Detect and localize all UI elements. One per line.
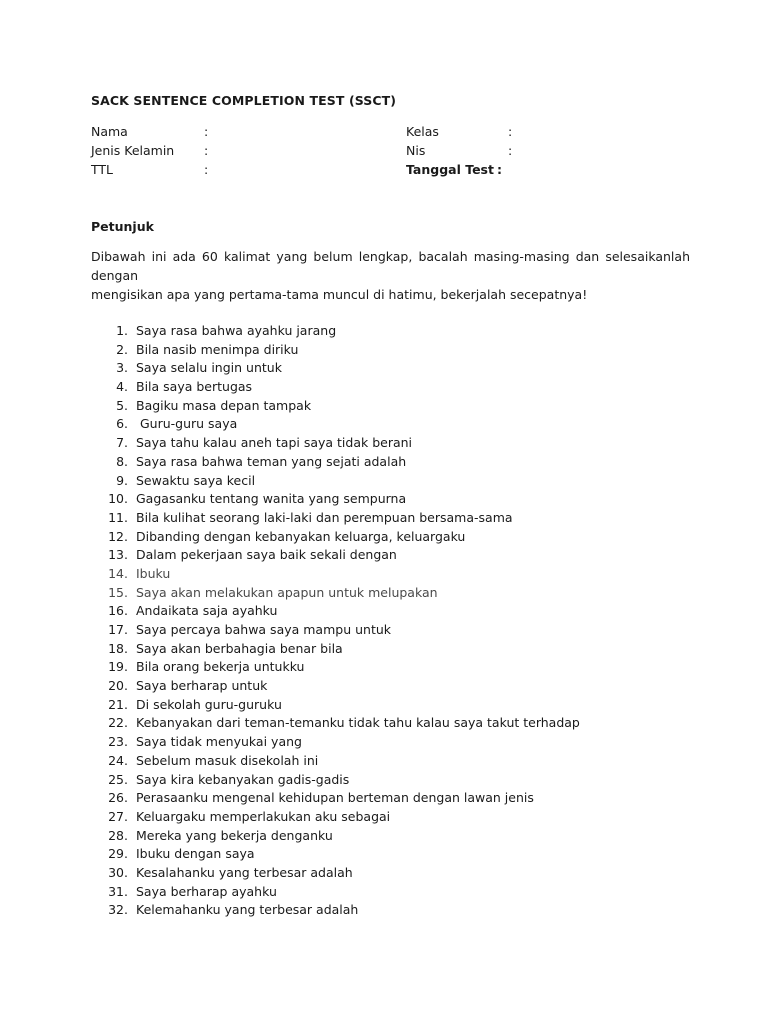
field-colon: : [508, 124, 513, 139]
item-number: 28. [108, 827, 128, 843]
item-number: 3. [116, 360, 128, 376]
field-label-tanggal-test: Tanggal Test [406, 162, 494, 177]
item-text: Saya berharap ayahku [136, 883, 277, 899]
item-number: 22. [108, 715, 128, 731]
item-number: 27. [108, 808, 128, 824]
item-number: 5. [116, 397, 128, 413]
item-text: Kebanyakan dari teman-temanku tidak tahu kalau saya takut terhadap [136, 715, 580, 731]
item-text: Mereka yang bekerja denganku [136, 827, 333, 843]
item-text: Dibanding dengan kebanyakan keluarga, keluargaku [136, 528, 466, 544]
item-text: Saya rasa bahwa teman yang sejati adalah [136, 453, 407, 469]
item-number: 6. [116, 416, 128, 432]
item-text: Guru-guru saya [136, 416, 238, 432]
item-text: Bila saya bertugas [136, 379, 253, 395]
item-number: 11. [108, 509, 128, 525]
field-label-kelas: Kelas [406, 124, 439, 139]
field-colon: : [508, 143, 513, 158]
item-number: 19. [108, 659, 128, 675]
item-number: 2. [116, 341, 128, 357]
item-text: Saya tidak menyukai yang [136, 734, 302, 750]
item-text: Saya rasa bahwa ayahku jarang [136, 323, 337, 338]
field-label-nis: Nis [406, 143, 426, 158]
item-number: 16. [108, 603, 128, 619]
item-number: 7. [116, 435, 128, 451]
item-text: Sebelum masuk disekolah ini [136, 752, 319, 768]
field-label-ttl: TTL [91, 162, 114, 177]
instructions-line: Dibawah ini ada 60 kalimat yang belum lengkap, bacalah masing-masing dan selesaikanlah dengan [91, 249, 690, 283]
item-text: Kelemahanku yang terbesar adalah [136, 902, 359, 918]
field-colon: : [497, 162, 502, 177]
item-number: 20. [108, 678, 128, 694]
item-text: Di sekolah guru-guruku [136, 696, 282, 712]
item-number: 14. [108, 565, 128, 581]
item-text: Dalam pekerjaan saya baik sekali dengan [136, 547, 397, 563]
item-text: Kesalahanku yang terbesar adalah [136, 864, 353, 880]
item-text: Sewaktu saya kecil [136, 472, 256, 488]
instructions-paragraph [91, 247, 690, 304]
item-text: Andaikata saja ayahku [136, 603, 278, 619]
item-number: 30. [108, 864, 128, 880]
field-label-jenis-kelamin: Jenis Kelamin [91, 143, 175, 158]
item-number: 29. [108, 846, 128, 862]
item-number: 4. [116, 379, 128, 395]
item-text: Saya kira kebanyakan gadis-gadis [136, 771, 350, 787]
item-number: 10. [108, 491, 128, 507]
item-number: 1. [116, 323, 128, 338]
item-text: Keluargaku memperlakukan aku sebagai [136, 808, 391, 824]
item-text: Saya akan melakukan apapun untuk melupakan [136, 584, 438, 600]
item-text: Saya berharap untuk [136, 678, 268, 694]
item-text: Ibuku dengan saya [136, 846, 255, 862]
item-number: 17. [108, 622, 128, 637]
item-number: 8. [116, 453, 128, 469]
item-number: 24. [108, 752, 128, 768]
field-colon: : [204, 124, 209, 139]
item-number: 21. [108, 696, 128, 712]
item-text: Bila nasib menimpa diriku [136, 341, 299, 357]
item-text: Saya selalu ingin untuk [136, 360, 282, 376]
item-number: 18. [108, 640, 128, 656]
item-text: Perasaanku mengenal kehidupan berteman dengan lawan jenis [136, 790, 534, 806]
item-text: Saya akan berbahagia benar bila [136, 640, 343, 656]
item-text: Saya percaya bahwa saya mampu untuk [136, 622, 392, 637]
document-title: SACK SENTENCE COMPLETION TEST (SSCT) [91, 93, 397, 108]
item-text: Bila orang bekerja untukku [136, 659, 305, 675]
item-text: Bila kulihat seorang laki-laki dan perempuan bersama-sama [136, 509, 513, 525]
instructions-heading: Petunjuk [91, 219, 154, 234]
field-colon: : [204, 143, 209, 158]
item-text: Gagasanku tentang wanita yang sempurna [136, 491, 407, 507]
item-number: 26. [108, 790, 128, 806]
item-text: Ibuku [136, 565, 171, 581]
instructions-line: mengisikan apa yang pertama-tama muncul di hatimu, bekerjalah secepatnya! [91, 287, 588, 302]
field-label-nama: Nama [91, 124, 128, 139]
item-number: 15. [108, 584, 128, 600]
item-number: 31. [108, 883, 128, 899]
item-number: 9. [116, 472, 128, 488]
item-number: 12. [108, 528, 128, 544]
item-text: Saya tahu kalau aneh tapi saya tidak berani [136, 435, 413, 451]
item-text: Bagiku masa depan tampak [136, 397, 312, 413]
item-number: 13. [108, 547, 128, 563]
item-number: 32. [108, 902, 128, 918]
field-colon: : [204, 162, 209, 177]
item-number: 23. [108, 734, 128, 750]
item-number: 25. [108, 771, 128, 787]
